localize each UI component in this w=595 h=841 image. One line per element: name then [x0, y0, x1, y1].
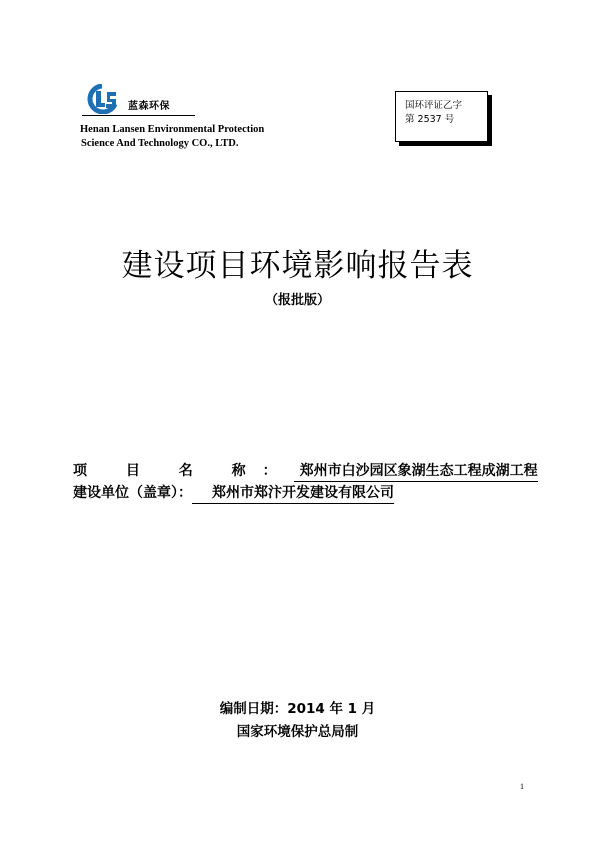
company-en-line2: Science And Technology CO., LTD.	[81, 138, 239, 149]
project-name-row	[73, 462, 538, 482]
compile-date: 编制日期：2014 年 1 月	[219, 701, 376, 717]
stamp-line1: 国环评证乙字	[405, 100, 463, 111]
construction-unit-label: 建设单位（盖章）：	[73, 485, 192, 501]
issuing-authority: 国家环境保护总局制	[236, 724, 359, 740]
lansen-logo-icon	[86, 84, 120, 114]
stamp-line2: 第 2537 号	[405, 114, 455, 125]
page-number: 1	[520, 782, 524, 791]
logo-brand-name: 蓝森环保	[128, 101, 170, 112]
project-name-label: 项 目 名 称：	[73, 463, 294, 479]
certificate-stamp	[395, 91, 488, 142]
logo-divider	[82, 115, 195, 116]
construction-unit-row	[73, 484, 394, 504]
edition-label: （报批版）	[264, 293, 330, 308]
construction-unit-value: 郑州市郑汴开发建设有限公司	[192, 484, 394, 504]
project-name-value: 郑州市白沙园区象湖生态工程成湖工程	[294, 462, 538, 482]
stamp-text	[405, 99, 462, 127]
company-en-line1: Henan Lansen Environmental Protection	[80, 124, 265, 135]
document-title: 建设项目环境影响报告表	[121, 248, 474, 284]
company-english-name	[80, 123, 264, 151]
